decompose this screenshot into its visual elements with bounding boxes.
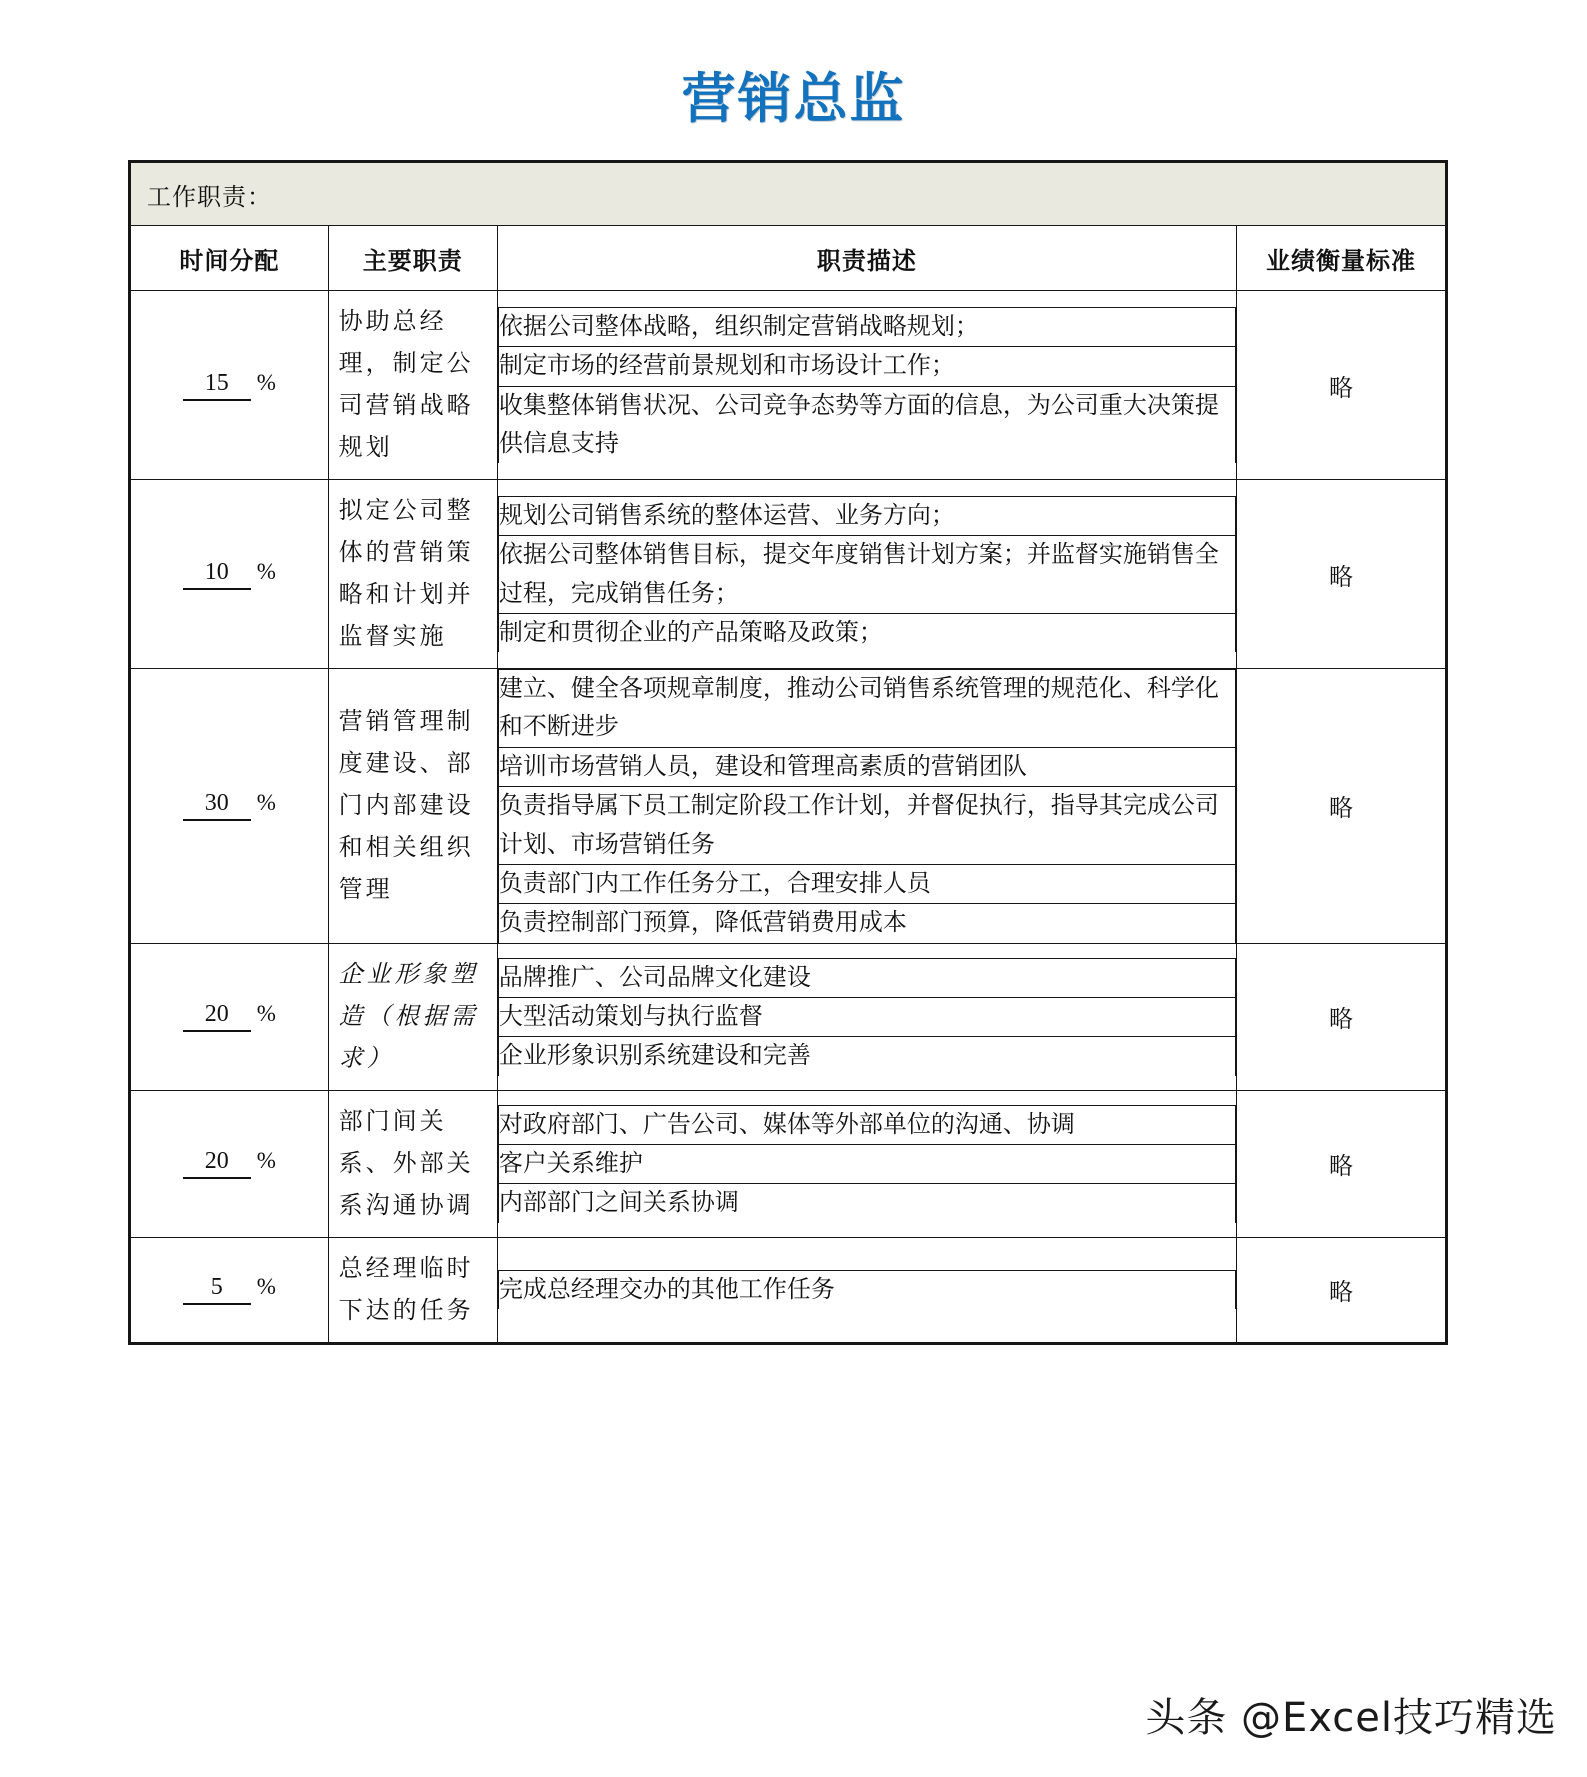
description-row — [498, 787, 1235, 865]
description-text: 依据公司整体战略，组织制定营销战略规划； — [498, 307, 1235, 346]
description-row — [498, 1145, 1235, 1184]
main-duty-cell: 营销管理制度建设、部门内部建设和相关组织管理 — [328, 669, 497, 944]
description-text: 制定市场的经营前景规划和市场设计工作； — [498, 347, 1235, 386]
duty-description-cell — [497, 1237, 1236, 1343]
description-row — [498, 904, 1235, 943]
description-row — [498, 1271, 1235, 1310]
performance-metric-cell: 略 — [1236, 669, 1446, 944]
description-row — [498, 1037, 1235, 1076]
time-allocation-cell — [130, 1237, 329, 1343]
table-row — [130, 1090, 1447, 1237]
performance-metric-cell: 略 — [1236, 291, 1446, 480]
description-text: 收集整体销售状况、公司竞争态势等方面的信息，为公司重大决策提供信息支持 — [498, 386, 1235, 463]
duty-description-cell — [497, 480, 1236, 669]
description-text: 培训市场营销人员，建设和管理高素质的营销团队 — [498, 747, 1235, 786]
description-text: 客户关系维护 — [498, 1145, 1235, 1184]
main-duty-cell: 企业形象塑造（根据需求） — [328, 943, 497, 1090]
percent-sign: % — [256, 369, 276, 395]
percent-sign: % — [256, 1148, 276, 1174]
description-text: 规划公司销售系统的整体运营、业务方向； — [498, 496, 1235, 535]
performance-metric-cell: 略 — [1236, 943, 1446, 1090]
description-list — [498, 307, 1236, 464]
column-header-description: 职责描述 — [497, 226, 1236, 291]
description-row — [498, 613, 1235, 652]
duty-description-cell — [497, 291, 1236, 480]
table-row — [130, 943, 1447, 1090]
description-row — [498, 386, 1235, 463]
time-allocation-value: 20 — [183, 1001, 251, 1032]
percent-sign: % — [256, 790, 276, 816]
column-header-time: 时间分配 — [130, 226, 329, 291]
description-list — [498, 1270, 1236, 1309]
table-row — [130, 291, 1447, 480]
description-row — [498, 958, 1235, 997]
description-text: 大型活动策划与执行监督 — [498, 998, 1235, 1037]
description-text: 完成总经理交办的其他工作任务 — [498, 1271, 1235, 1310]
main-duty-cell: 协助总经理，制定公司营销战略规划 — [328, 291, 497, 480]
description-row — [498, 1184, 1235, 1223]
performance-metric-cell: 略 — [1236, 1237, 1446, 1343]
time-allocation-value: 30 — [183, 790, 251, 821]
description-row — [498, 307, 1235, 346]
performance-metric-cell: 略 — [1236, 1090, 1446, 1237]
description-row — [498, 1105, 1235, 1144]
main-duty-cell: 部门间关系、外部关系沟通协调 — [328, 1090, 497, 1237]
description-row — [498, 864, 1235, 903]
time-allocation-cell — [130, 1090, 329, 1237]
main-duty-cell: 拟定公司整体的营销策略和计划并监督实施 — [328, 480, 497, 669]
main-duty-cell: 总经理临时下达的任务 — [328, 1237, 497, 1343]
time-allocation-cell — [130, 669, 329, 944]
description-text: 对政府部门、广告公司、媒体等外部单位的沟通、协调 — [498, 1105, 1235, 1144]
column-header-metric: 业绩衡量标准 — [1236, 226, 1446, 291]
duty-rows — [130, 291, 1447, 1344]
page-title: 营销总监 — [681, 67, 906, 130]
time-allocation-cell — [130, 291, 329, 480]
time-allocation-cell — [130, 943, 329, 1090]
description-text: 建立、健全各项规章制度，推动公司销售系统管理的规范化、科学化和不断进步 — [498, 670, 1235, 748]
description-text: 制定和贯彻企业的产品策略及政策； — [498, 613, 1235, 652]
time-allocation-value: 5 — [183, 1274, 251, 1305]
table-row — [130, 669, 1447, 944]
table-row — [130, 480, 1447, 669]
description-row — [498, 670, 1235, 748]
duty-description-cell — [497, 943, 1236, 1090]
table-body — [130, 162, 1447, 291]
percent-sign: % — [256, 558, 276, 584]
job-description-table-wrapper — [128, 160, 1448, 1345]
description-text: 负责指导属下员工制定阶段工作计划，并督促执行，指导其完成公司计划、市场营销任务 — [498, 787, 1235, 865]
duty-description-cell — [497, 669, 1236, 944]
column-header-row — [130, 226, 1447, 291]
percent-sign: % — [256, 1001, 276, 1027]
duty-description-cell — [497, 1090, 1236, 1237]
description-row — [498, 747, 1235, 786]
table-row — [130, 1237, 1447, 1343]
description-list — [498, 496, 1236, 653]
description-row — [498, 347, 1235, 386]
description-row — [498, 998, 1235, 1037]
time-allocation-value: 20 — [183, 1148, 251, 1179]
description-list — [498, 1105, 1236, 1223]
time-allocation-value: 10 — [183, 559, 251, 590]
watermark: 头条 @Excel技巧精选 — [1145, 1695, 1557, 1741]
time-allocation-cell — [130, 480, 329, 669]
percent-sign: % — [256, 1274, 276, 1300]
description-text: 负责部门内工作任务分工，合理安排人员 — [498, 864, 1235, 903]
performance-metric-cell: 略 — [1236, 480, 1446, 669]
time-allocation-value: 15 — [183, 370, 251, 401]
work-duties-banner: 工作职责： — [130, 162, 1447, 226]
banner-row — [130, 162, 1447, 226]
description-text: 内部部门之间关系协调 — [498, 1184, 1235, 1223]
description-text: 依据公司整体销售目标，提交年度销售计划方案；并监督实施销售全过程，完成销售任务； — [498, 536, 1235, 614]
description-text: 品牌推广、公司品牌文化建设 — [498, 958, 1235, 997]
column-header-duty: 主要职责 — [328, 226, 497, 291]
job-description-table — [128, 160, 1448, 1345]
description-list — [498, 669, 1236, 943]
description-text: 企业形象识别系统建设和完善 — [498, 1037, 1235, 1076]
description-row — [498, 536, 1235, 614]
description-list — [498, 958, 1236, 1076]
description-text: 负责控制部门预算，降低营销费用成本 — [498, 904, 1235, 943]
description-row — [498, 496, 1235, 535]
